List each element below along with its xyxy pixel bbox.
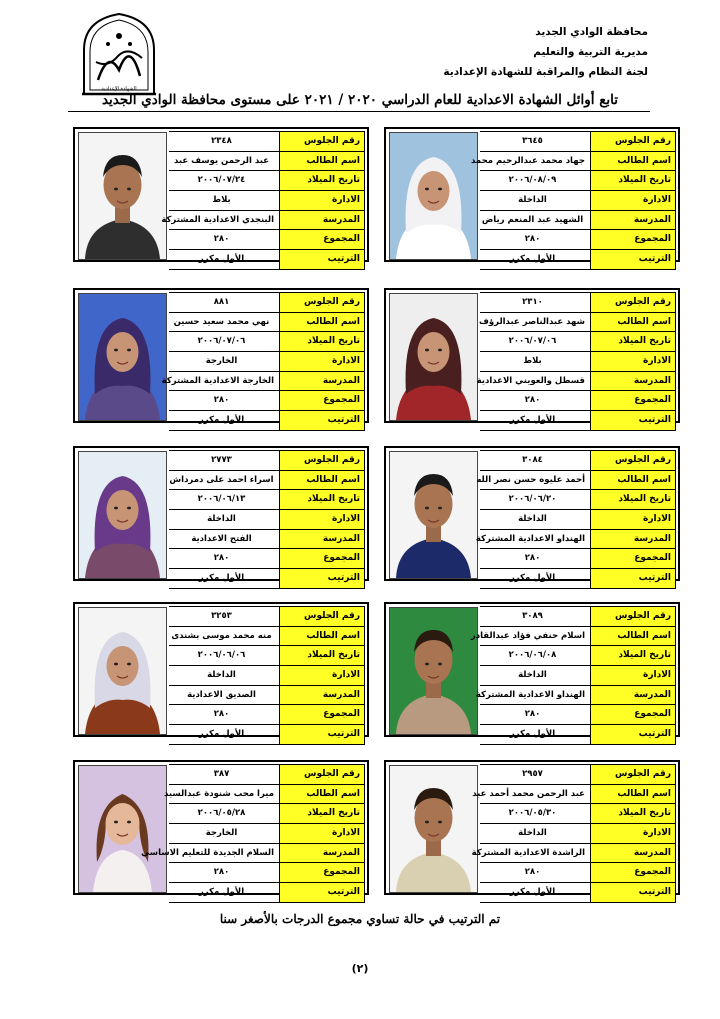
admin-label: الادارة	[590, 510, 676, 529]
seat-value: ٢٣١٠	[522, 297, 543, 307]
student-card	[384, 760, 680, 898]
name-label: اسم الطالب	[279, 471, 365, 490]
name-label: اسم الطالب	[590, 152, 676, 171]
admin-label: الادارة	[590, 666, 676, 685]
info-row-admin	[169, 666, 365, 686]
school-label: المدرسة	[279, 530, 365, 549]
total-value: ٢٨٠	[524, 867, 541, 878]
rank-label: الترتيب	[590, 569, 676, 588]
info-row-name	[480, 313, 676, 333]
student-info-table	[141, 764, 365, 903]
info-row-total	[169, 549, 365, 569]
birth-value: ٢٠٠٦/٠٦/٠٦	[197, 650, 246, 661]
info-row-seat	[169, 606, 365, 627]
school-value: الراشدة الاعدادية المشتركة	[471, 847, 585, 858]
name-value: ميرا محب شنودة عبدالسيد	[163, 788, 274, 799]
seat-label: رقم الجلوس	[590, 132, 676, 151]
info-row-school	[161, 372, 365, 392]
rank-label: الترتيب	[279, 569, 365, 588]
student-info-table	[169, 606, 365, 745]
admin-label: الادارة	[590, 824, 676, 843]
info-row-rank	[169, 411, 365, 431]
school-label: المدرسة	[279, 372, 365, 391]
info-row-total	[480, 705, 676, 725]
info-row-seat	[480, 450, 676, 471]
total-value: ٢٨٠	[524, 709, 541, 720]
student-card	[73, 288, 369, 426]
admin-label: الادارة	[279, 352, 365, 371]
info-row-admin	[480, 510, 676, 530]
info-row-birth	[169, 171, 365, 191]
info-row-total	[480, 391, 676, 411]
info-row-admin	[480, 666, 676, 686]
school-label: المدرسة	[590, 372, 676, 391]
rank-value: الأول مكرر	[509, 415, 556, 426]
birth-value: ٢٠٠٦/٠٥/٢٨	[197, 808, 246, 819]
name-value: أحمد عليوه حسن نصر الله	[476, 474, 585, 485]
info-row-admin	[480, 352, 676, 372]
info-row-seat	[480, 292, 676, 313]
info-row-school	[471, 844, 676, 864]
info-row-school	[169, 686, 365, 706]
student-card	[384, 127, 680, 265]
admin-label: الادارة	[590, 191, 676, 210]
name-value: نهي محمد سعيد حسين	[173, 316, 270, 327]
birth-value: ٢٠٠٦/٠٧/٢٤	[197, 175, 246, 186]
info-row-rank	[480, 725, 676, 745]
seat-label: رقم الجلوس	[279, 451, 365, 470]
info-row-total	[169, 391, 365, 411]
rank-label: الترتيب	[279, 725, 365, 744]
info-row-school	[475, 686, 676, 706]
title-underline	[68, 111, 650, 112]
name-label: اسم الطالب	[279, 785, 365, 804]
student-info-table	[161, 292, 365, 431]
info-row-admin	[169, 510, 365, 530]
rank-value: الأول مكرر	[198, 887, 245, 898]
total-value: ٢٨٠	[524, 395, 541, 406]
school-value: السلام الجديدة للتعليم الاساسي	[141, 847, 274, 858]
seat-label: رقم الجلوس	[590, 293, 676, 312]
info-row-name	[169, 313, 365, 333]
admin-label: الادارة	[279, 510, 365, 529]
name-label: اسم الطالب	[590, 471, 676, 490]
admin-value: الداخلة	[518, 828, 547, 839]
header-directorate: مديرية التربية والتعليم	[533, 46, 648, 58]
student-card	[384, 288, 680, 426]
seat-value: ٢٧٧٣	[211, 455, 232, 465]
info-row-rank	[480, 250, 676, 270]
birth-label: تاريخ الميلاد	[590, 646, 676, 665]
info-row-birth	[480, 332, 676, 352]
info-row-birth	[480, 804, 676, 824]
birth-label: تاريخ الميلاد	[590, 804, 676, 823]
school-label: المدرسة	[590, 686, 676, 705]
total-value: ٢٨٠	[213, 234, 230, 245]
info-row-school	[475, 530, 676, 550]
info-row-admin	[169, 824, 365, 844]
student-photo	[389, 451, 478, 579]
info-row-name	[472, 785, 676, 805]
admin-label: الادارة	[279, 824, 365, 843]
student-info-table	[471, 764, 676, 903]
seat-value: ٣٦٤٥	[522, 136, 543, 146]
info-row-rank	[169, 569, 365, 589]
info-row-name	[476, 471, 676, 491]
rank-label: الترتيب	[279, 411, 365, 430]
seat-value: ٢٣٤٨	[211, 136, 232, 146]
student-photo	[78, 451, 167, 579]
name-value: اسلام حنفي فؤاد عبدالقادر	[470, 630, 585, 641]
info-row-name	[169, 471, 365, 491]
name-label: اسم الطالب	[279, 627, 365, 646]
name-value: شهد عبدالناصر عبدالرؤف	[479, 316, 585, 327]
total-label: المجموع	[279, 863, 365, 882]
birth-value: ٢٠٠٦/٠٦/٠٨	[508, 650, 557, 661]
seat-value: ٣٨٧	[213, 769, 230, 779]
total-value: ٢٨٠	[213, 867, 230, 878]
rank-value: الأول مكرر	[198, 573, 245, 584]
info-row-admin	[480, 824, 676, 844]
info-row-seat	[480, 131, 676, 152]
name-value: جهاد محمد عبدالرحيم محمد	[470, 155, 585, 166]
total-label: المجموع	[279, 549, 365, 568]
name-value: منه محمد موسى بشندى	[171, 630, 272, 641]
info-row-school	[141, 844, 365, 864]
admin-value: بلاط	[212, 195, 231, 206]
admin-value: الخارجة	[205, 828, 238, 839]
school-label: المدرسة	[590, 211, 676, 230]
info-row-total	[480, 549, 676, 569]
student-photo	[389, 132, 478, 260]
school-value: قسطل والعويني الاعدادية	[476, 375, 585, 386]
total-value: ٢٨٠	[213, 553, 230, 564]
seat-label: رقم الجلوس	[279, 765, 365, 784]
info-row-seat	[169, 292, 365, 313]
info-row-total	[169, 705, 365, 725]
school-value: الخارجة الاعدادية المشتركة	[161, 375, 274, 386]
total-value: ٢٨٠	[213, 709, 230, 720]
total-value: ٢٨٠	[524, 553, 541, 564]
total-value: ٢٨٠	[524, 234, 541, 245]
header-committee: لجنة النظام والمراقبة للشهادة الإعدادية	[443, 66, 648, 78]
header-block	[388, 22, 648, 82]
rank-value: الأول مكرر	[198, 729, 245, 740]
info-row-name	[470, 152, 676, 172]
info-row-rank	[480, 411, 676, 431]
school-label: المدرسة	[279, 211, 365, 230]
info-row-rank	[169, 883, 365, 903]
info-row-name	[169, 152, 365, 172]
info-row-birth	[480, 490, 676, 510]
info-row-total	[169, 230, 365, 250]
birth-label: تاريخ الميلاد	[590, 332, 676, 351]
birth-label: تاريخ الميلاد	[279, 490, 365, 509]
student-card	[384, 602, 680, 740]
info-row-name	[169, 627, 365, 647]
seat-label: رقم الجلوس	[279, 607, 365, 626]
info-row-school	[161, 211, 365, 231]
student-photo	[78, 293, 167, 421]
info-row-admin	[169, 352, 365, 372]
exam-certificate-logo	[78, 10, 160, 96]
total-label: المجموع	[279, 391, 365, 410]
admin-label: الادارة	[279, 191, 365, 210]
birth-label: تاريخ الميلاد	[279, 646, 365, 665]
birth-label: تاريخ الميلاد	[590, 490, 676, 509]
rank-value: الأول مكرر	[198, 254, 245, 265]
rank-label: الترتيب	[590, 725, 676, 744]
info-row-name	[163, 785, 365, 805]
birth-value: ٢٠٠٦/٠٧/٠٦	[197, 336, 246, 347]
rank-label: الترتيب	[590, 250, 676, 269]
info-row-admin	[480, 191, 676, 211]
school-label: المدرسة	[590, 844, 676, 863]
student-photo	[78, 132, 167, 260]
birth-label: تاريخ الميلاد	[279, 332, 365, 351]
school-value: الهنداو الاعدادية المشتركة	[475, 689, 585, 700]
name-label: اسم الطالب	[590, 627, 676, 646]
info-row-total	[480, 230, 676, 250]
seat-label: رقم الجلوس	[279, 132, 365, 151]
admin-value: الداخلة	[518, 514, 547, 525]
rank-value: الأول مكرر	[509, 887, 556, 898]
info-row-seat	[169, 450, 365, 471]
seat-label: رقم الجلوس	[590, 765, 676, 784]
seat-label: رقم الجلوس	[279, 293, 365, 312]
seat-label: رقم الجلوس	[590, 451, 676, 470]
total-label: المجموع	[590, 705, 676, 724]
total-label: المجموع	[590, 230, 676, 249]
rank-value: الأول مكرر	[509, 729, 556, 740]
student-info-table	[470, 131, 676, 270]
school-label: المدرسة	[279, 844, 365, 863]
birth-value: ٢٠٠٦/٠٧/٠٦	[508, 336, 557, 347]
name-value: عبد الرحمن محمد أحمد عبد	[472, 788, 585, 799]
student-photo	[389, 293, 478, 421]
total-label: المجموع	[590, 391, 676, 410]
name-label: اسم الطالب	[279, 313, 365, 332]
seat-value: ٣٢٥٣	[211, 611, 232, 621]
student-photo	[389, 765, 478, 893]
rank-label: الترتيب	[590, 411, 676, 430]
student-info-table	[470, 606, 676, 745]
total-label: المجموع	[590, 863, 676, 882]
info-row-admin	[169, 191, 365, 211]
admin-value: الداخلة	[207, 670, 236, 681]
seat-value: ٢٩٥٧	[522, 769, 543, 779]
student-photo	[78, 765, 167, 893]
rank-label: الترتيب	[279, 250, 365, 269]
birth-label: تاريخ الميلاد	[590, 171, 676, 190]
name-label: اسم الطالب	[590, 785, 676, 804]
student-card	[73, 446, 369, 584]
student-info-table	[475, 450, 676, 589]
info-row-school	[169, 530, 365, 550]
info-row-total	[480, 863, 676, 883]
student-card	[73, 760, 369, 898]
admin-value: بلاط	[523, 356, 542, 367]
admin-label: الادارة	[590, 352, 676, 371]
school-value: الصديق الاعدادية	[187, 689, 256, 700]
name-label: اسم الطالب	[279, 152, 365, 171]
total-label: المجموع	[279, 705, 365, 724]
rank-value: الأول مكرر	[198, 415, 245, 426]
info-row-school	[476, 372, 676, 392]
info-row-rank	[480, 569, 676, 589]
birth-value: ٢٠٠٦/٠٨/٠٩	[508, 175, 557, 186]
info-row-birth	[169, 332, 365, 352]
ranking-note: تم الترتيب في حالة تساوي مجموع الدرجات بالأصغر سنا	[219, 912, 501, 926]
header-governorate: محافظة الوادي الجديد	[535, 26, 648, 38]
seat-label: رقم الجلوس	[590, 607, 676, 626]
school-label: المدرسة	[279, 686, 365, 705]
info-row-seat	[480, 606, 676, 627]
school-value: الشهيد عبد المنعم رياض	[481, 214, 584, 225]
school-value: البنجدي الاعدادية المشتركة	[161, 214, 274, 225]
school-value: الفتح الاعدادية	[191, 533, 252, 544]
rank-value: الأول مكرر	[509, 573, 556, 584]
info-row-total	[169, 863, 365, 883]
student-photo	[78, 607, 167, 735]
total-value: ٢٨٠	[213, 395, 230, 406]
seat-value: ٨٨١	[213, 297, 230, 307]
info-row-seat	[480, 764, 676, 785]
student-card	[73, 602, 369, 740]
birth-label: تاريخ الميلاد	[279, 804, 365, 823]
admin-value: الداخلة	[518, 670, 547, 681]
info-row-birth	[169, 490, 365, 510]
total-label: المجموع	[279, 230, 365, 249]
info-row-seat	[169, 131, 365, 152]
rank-label: الترتيب	[590, 883, 676, 902]
info-row-birth	[480, 646, 676, 666]
admin-label: الادارة	[279, 666, 365, 685]
info-row-name	[470, 627, 676, 647]
total-label: المجموع	[590, 549, 676, 568]
birth-label: تاريخ الميلاد	[279, 171, 365, 190]
student-photo	[389, 607, 478, 735]
info-row-school	[480, 211, 676, 231]
student-card	[384, 446, 680, 584]
info-row-seat	[169, 764, 365, 785]
seat-value: ٣٠٨٩	[522, 611, 543, 621]
svg-text:الشهادة الإعدادية: الشهادة الإعدادية	[101, 86, 137, 92]
page-number: (٢)	[351, 962, 369, 975]
school-label: المدرسة	[590, 530, 676, 549]
info-row-birth	[480, 171, 676, 191]
info-row-rank	[169, 725, 365, 745]
name-value: عبد الرحمن يوسف عبد	[173, 155, 270, 166]
admin-value: الخارجة	[205, 356, 238, 367]
info-row-birth	[169, 804, 365, 824]
rank-label: الترتيب	[279, 883, 365, 902]
admin-value: الداخلة	[518, 195, 547, 206]
student-info-table	[161, 131, 365, 270]
page-title: تابع أوائل الشهادة الاعدادية للعام الدراسي ٢٠٢٠ / ٢٠٢١ على مستوى محافظة الوادي الجديد	[101, 92, 619, 108]
info-row-rank	[480, 883, 676, 903]
student-card	[73, 127, 369, 265]
admin-value: الداخلة	[207, 514, 236, 525]
school-value: الهنداو الاعدادية المشتركة	[475, 533, 585, 544]
birth-value: ٢٠٠٦/٠٦/٢٠	[508, 494, 557, 505]
info-row-rank	[169, 250, 365, 270]
student-info-table	[476, 292, 676, 431]
rank-value: الأول مكرر	[509, 254, 556, 265]
seat-value: ٣٠٨٤	[522, 455, 543, 465]
info-row-birth	[169, 646, 365, 666]
birth-value: ٢٠٠٦/٠٦/١٣	[197, 494, 246, 505]
student-info-table	[169, 450, 365, 589]
birth-value: ٢٠٠٦/٠٥/٣٠	[508, 808, 557, 819]
name-label: اسم الطالب	[590, 313, 676, 332]
name-value: اسراء احمد على دمرداش	[169, 474, 274, 485]
